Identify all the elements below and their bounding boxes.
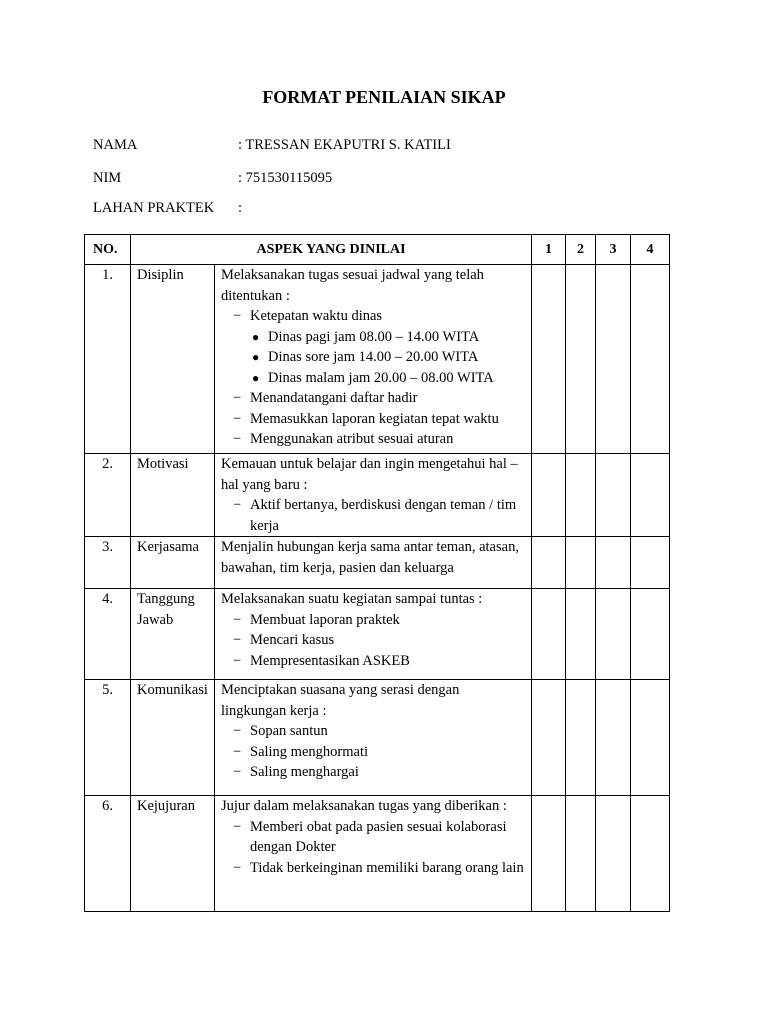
row-number: 2. (85, 454, 131, 537)
header-aspect: ASPEK YANG DINILAI (131, 235, 532, 265)
score-cell-4[interactable] (631, 454, 670, 537)
criteria-item (221, 817, 527, 858)
bullet-icon: ● (252, 350, 260, 364)
criteria-item (221, 409, 527, 430)
bullet-icon: ● (252, 329, 260, 344)
table-row (85, 265, 670, 454)
info-lahan-row (93, 200, 693, 220)
criteria-subitem (221, 327, 527, 348)
header-score-3: 3 (596, 235, 631, 265)
criteria-text: Menggunakan atribut sesuai aturan (250, 431, 454, 447)
score-cell-4[interactable] (631, 589, 670, 680)
table-header-row (85, 235, 670, 265)
nama-label: NAMA (93, 137, 138, 153)
aspect-name: Komunikasi (131, 680, 215, 796)
aspect-name: Kerjasama (131, 537, 215, 589)
dash-icon: − (233, 390, 242, 406)
description-intro: Jujur dalam melaksanakan tugas yang diberikan : (221, 798, 507, 814)
header-score-4: 4 (631, 235, 670, 265)
dash-icon: − (233, 723, 242, 739)
score-cell-2[interactable] (566, 265, 596, 454)
score-cell-2[interactable] (566, 537, 596, 589)
table-row (85, 796, 670, 912)
dash-icon: − (233, 431, 242, 447)
score-cell-1[interactable] (532, 589, 566, 680)
dash-icon: − (233, 743, 242, 760)
nim-label: NIM (93, 170, 122, 186)
criteria-item (221, 651, 527, 672)
row-number: 6. (85, 796, 131, 912)
criteria-subitem (221, 347, 527, 368)
score-cell-4[interactable] (631, 537, 670, 589)
criteria-subitem (221, 368, 527, 389)
info-nim-row (93, 170, 693, 190)
score-cell-3[interactable] (596, 537, 631, 589)
aspect-description (215, 589, 532, 680)
criteria-text: Tidak berkeinginan memiliki barang orang lain (250, 859, 524, 876)
aspect-name: Kejujuran (131, 796, 215, 912)
score-cell-2[interactable] (566, 454, 596, 537)
description-intro: Kemauan untuk belajar dan ingin mengetahui hal – hal yang baru : (221, 456, 518, 493)
criteria-item (221, 721, 527, 742)
lahan-praktek-label: LAHAN PRAKTEK (93, 200, 215, 216)
table-row (85, 454, 670, 537)
page-title: FORMAT PENILAIAN SIKAP (262, 87, 506, 107)
criteria-text: Memberi obat pada pasien sesuai kolaborasi dengan Dokter (250, 818, 507, 855)
aspect-description (215, 680, 532, 796)
score-cell-3[interactable] (596, 589, 631, 680)
aspect-name: Tanggung Jawab (131, 589, 215, 680)
criteria-item (221, 742, 527, 763)
criteria-text: Mempresentasikan ASKEB (250, 652, 410, 669)
description-intro: Menjalin hubungan kerja sama antar teman, atasan, bawahan, tim kerja, pasien dan keluarga (221, 539, 519, 576)
criteria-subitem-text: Dinas sore jam 14.00 – 20.00 WITA (268, 349, 479, 365)
table-row (85, 589, 670, 680)
row-number: 1. (85, 265, 131, 454)
dash-icon: − (233, 764, 242, 780)
score-cell-1[interactable] (532, 537, 566, 589)
criteria-item (221, 858, 527, 879)
aspect-description (215, 454, 532, 537)
score-cell-3[interactable] (596, 796, 631, 912)
nim-value: : 751530115095 (238, 170, 333, 186)
row-number: 4. (85, 589, 131, 680)
header-no: NO. (85, 235, 131, 265)
criteria-text: Menandatangani daftar hadir (250, 390, 418, 406)
info-nama-row (93, 137, 693, 157)
header-score-2: 2 (566, 235, 596, 265)
aspect-description (215, 796, 532, 912)
lahan-praktek-value: : (238, 200, 243, 216)
row-number: 5. (85, 680, 131, 796)
dash-icon: − (233, 652, 242, 669)
score-cell-4[interactable] (631, 680, 670, 796)
dash-icon: − (233, 818, 242, 835)
row-number: 3. (85, 537, 131, 589)
criteria-text: Memasukkan laporan kegiatan tepat waktu (250, 410, 499, 427)
score-cell-1[interactable] (532, 796, 566, 912)
aspect-name: Motivasi (131, 454, 215, 537)
score-cell-2[interactable] (566, 796, 596, 912)
aspect-description (215, 537, 532, 589)
criteria-text: Membuat laporan praktek (250, 611, 400, 628)
criteria-text: Sopan santun (250, 723, 328, 739)
table-row (85, 537, 670, 589)
score-cell-2[interactable] (566, 589, 596, 680)
criteria-item (221, 630, 527, 651)
score-cell-3[interactable] (596, 680, 631, 796)
score-cell-3[interactable] (596, 265, 631, 454)
dash-icon: − (233, 410, 242, 427)
score-cell-4[interactable] (631, 265, 670, 454)
criteria-subitem-text: Dinas pagi jam 08.00 – 14.00 WITA (268, 328, 480, 345)
dash-icon: − (233, 859, 242, 876)
bullet-icon: ● (252, 370, 260, 385)
aspect-description (215, 265, 532, 454)
criteria-item (221, 762, 527, 783)
criteria-subitem-text: Dinas malam jam 20.00 – 08.00 WITA (268, 369, 494, 386)
criteria-text: Mencari kasus (250, 632, 335, 648)
criteria-item (221, 429, 527, 450)
criteria-text: Aktif bertanya, berdiskusi dengan teman / tim kerja (250, 497, 517, 534)
header-score-1: 1 (532, 235, 566, 265)
criteria-item (221, 610, 527, 631)
criteria-item (221, 388, 527, 409)
score-cell-2[interactable] (566, 680, 596, 796)
score-cell-3[interactable] (596, 454, 631, 537)
description-intro: Melaksanakan suatu kegiatan sampai tuntas : (221, 591, 483, 607)
description-intro: Melaksanakan tugas sesuai jadwal yang telah ditentukan : (221, 267, 484, 304)
dash-icon: − (233, 497, 242, 513)
score-cell-1[interactable] (532, 454, 566, 537)
aspect-name: Disiplin (131, 265, 215, 454)
criteria-text: Saling menghormati (250, 743, 368, 760)
criteria-text: Ketepatan waktu dinas (250, 308, 383, 324)
criteria-text: Saling menghargai (250, 764, 359, 780)
nama-value: : TRESSAN EKAPUTRI S. KATILI (238, 137, 451, 153)
dash-icon: − (233, 611, 242, 628)
description-intro: Menciptakan suasana yang serasi dengan lingkungan kerja : (221, 682, 460, 719)
score-cell-1[interactable] (532, 680, 566, 796)
dash-icon: − (233, 632, 242, 648)
dash-icon: − (233, 308, 242, 324)
score-cell-1[interactable] (532, 265, 566, 454)
score-cell-4[interactable] (631, 796, 670, 912)
table-row (85, 680, 670, 796)
criteria-item (221, 495, 527, 536)
criteria-item (221, 306, 527, 327)
assessment-table (84, 234, 670, 912)
